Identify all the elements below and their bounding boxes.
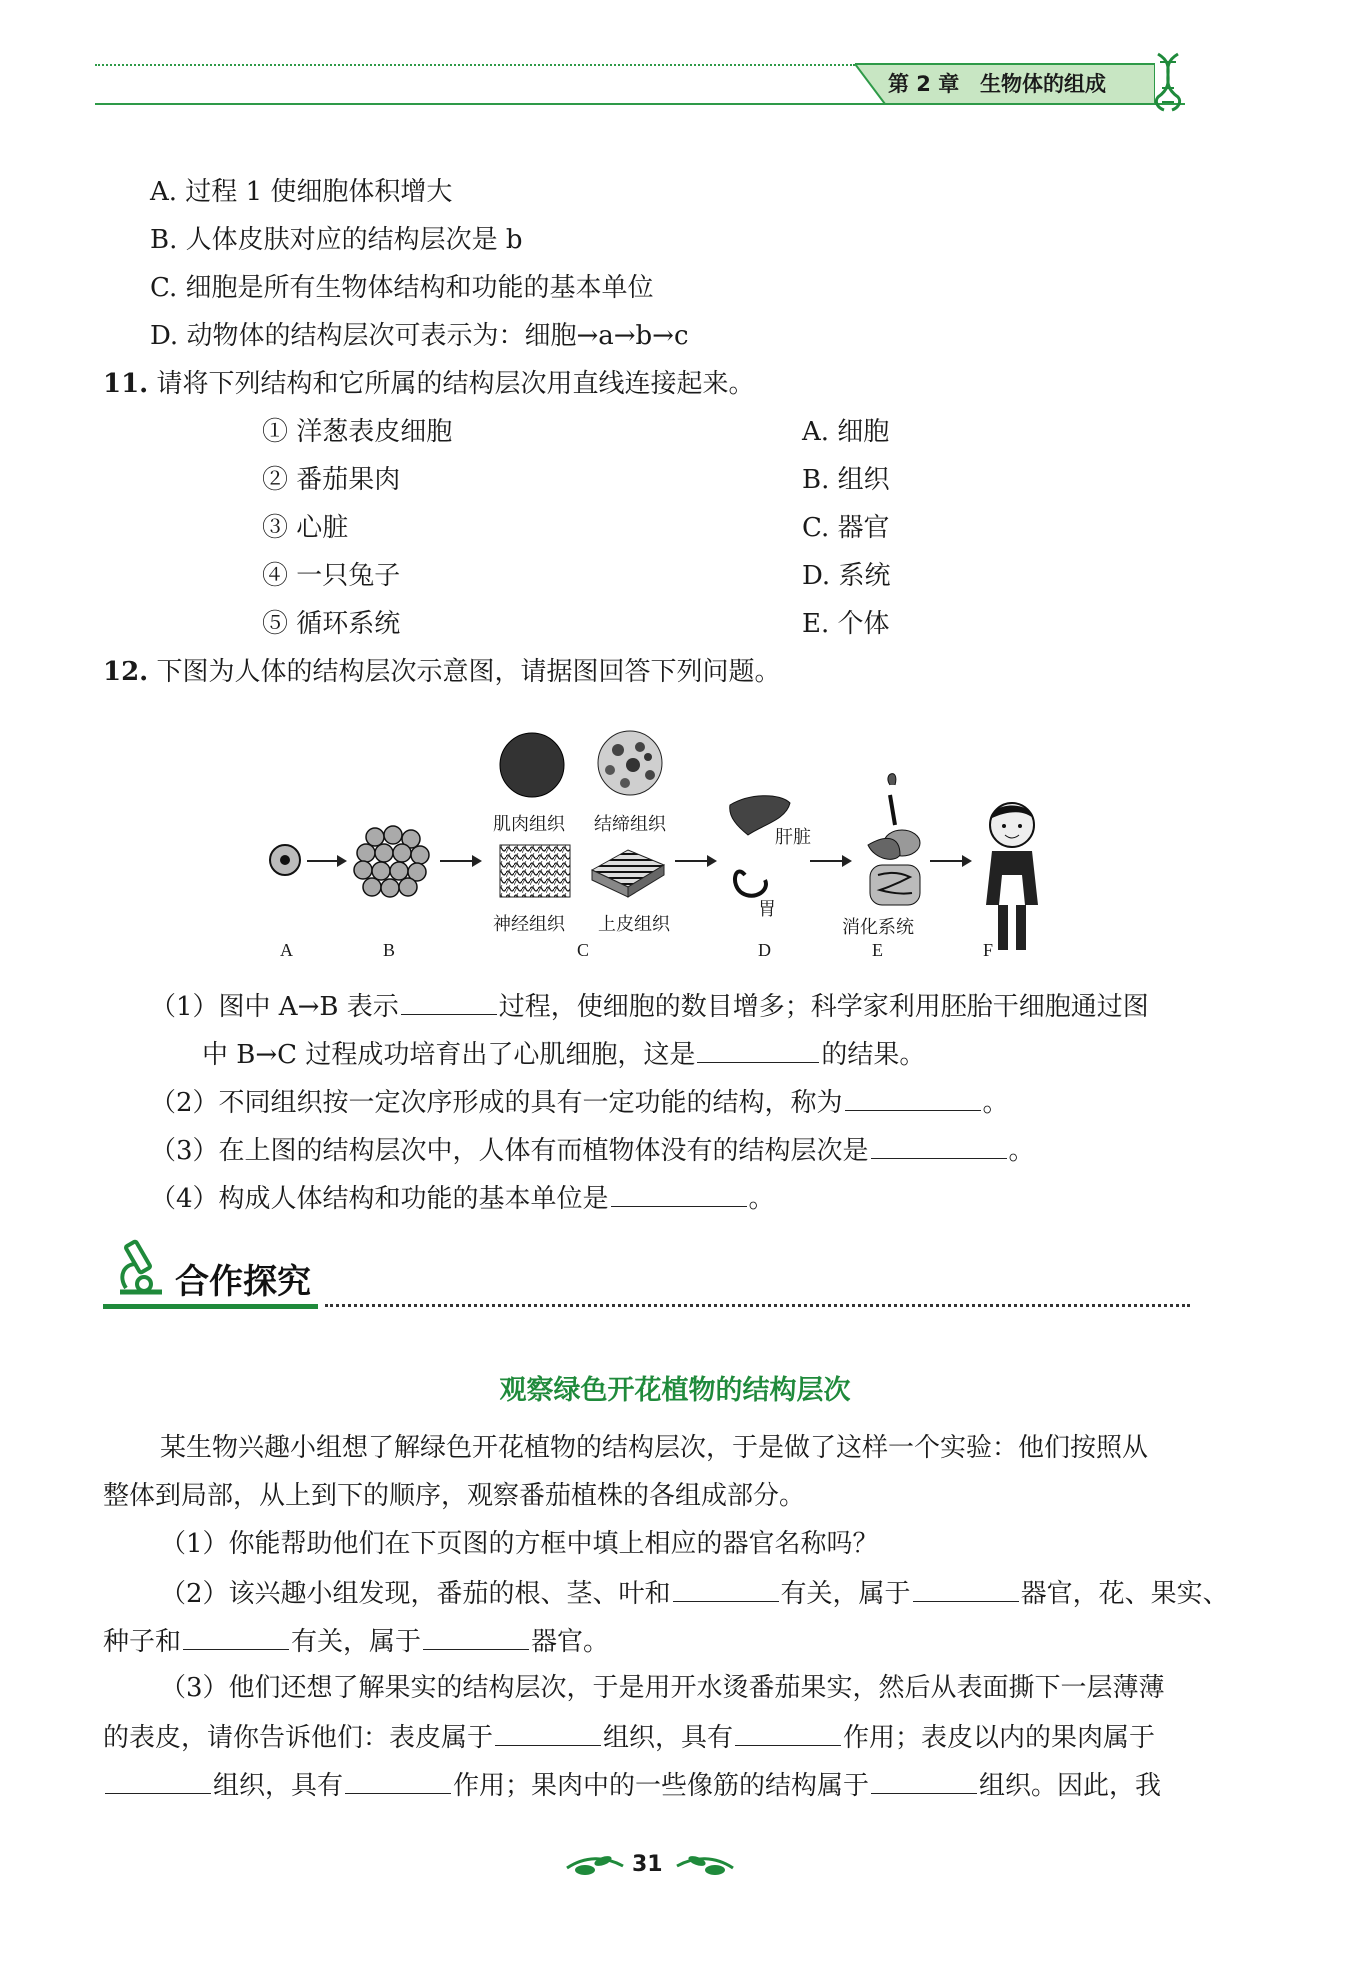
q11-right-e: E. 个体 [802, 609, 890, 639]
p3-text-b: 的表皮，请你告诉他们：表皮属于 [103, 1723, 494, 1753]
p3-text-d: 作用；表皮以内的果肉属于 [843, 1723, 1156, 1753]
q11-left-1: ① 洋葱表皮细胞 [262, 417, 453, 447]
q12-sub2-text: （2）不同组织按一定次序形成的具有一定功能的结构，称为 [150, 1088, 843, 1118]
q12-sub1-text-a: （1）图中 A→B 表示 [150, 992, 399, 1022]
letter-d: D [758, 940, 771, 960]
q11-right-d: D. 系统 [802, 561, 891, 591]
answer-blank[interactable] [845, 1084, 981, 1111]
letter-c: C [577, 940, 590, 960]
header-dotted-line [95, 64, 855, 66]
label-muscle-tissue: 肌肉组织 [493, 814, 565, 835]
p2-text-a: （2）该兴趣小组发现，番茄的根、茎、叶和 [160, 1579, 671, 1609]
p2-text-b: 有关，属于 [780, 1579, 911, 1609]
section-underline [103, 1304, 318, 1309]
stomach-icon [735, 871, 766, 895]
q11-number: 11. [103, 369, 149, 399]
q12-sub1-line2 [202, 1036, 925, 1072]
p2-text-f: 器官。 [531, 1627, 610, 1657]
arrow-b-c [440, 860, 480, 862]
arrow-c-d [675, 860, 715, 862]
header-title: 生物体的组成 [980, 72, 1106, 96]
arrow-e-f [930, 860, 970, 862]
answer-blank[interactable] [423, 1623, 529, 1650]
q12-stem [103, 655, 781, 689]
muscle-tissue-icon [500, 733, 564, 797]
q11-right-a: A. 细胞 [802, 417, 890, 447]
letter-a: A [280, 940, 293, 960]
letter-b: B [383, 940, 396, 960]
p3-text-g: 组织。因此，我 [979, 1771, 1162, 1801]
dna-icon [1150, 52, 1186, 116]
q11-right-c: C. 器官 [802, 513, 890, 543]
p3-text-f: 作用；果肉中的一些像筋的结构属于 [453, 1771, 870, 1801]
q12-sub1-text-c: 中 B→C 过程成功培育出了心肌细胞，这是 [202, 1040, 696, 1070]
q10-option-b: B. 人体皮肤对应的结构层次是 b [150, 225, 523, 255]
q12-sub3 [150, 1132, 1035, 1168]
answer-blank[interactable] [183, 1623, 289, 1650]
q11-left-5: ⑤ 循环系统 [262, 609, 401, 639]
q11-stem-text: 请将下列结构和它所属的结构层次用直线连接起来。 [156, 369, 755, 399]
p2-text-d: 种子和 [103, 1627, 182, 1657]
digestive-system-icon [868, 774, 920, 905]
section-p3-line2 [103, 1719, 1155, 1755]
q12-stem-text: 下图为人体的结构层次示意图，请据图回答下列问题。 [156, 657, 781, 687]
q12-sub2 [150, 1084, 1009, 1120]
label-epithelial-tissue: 上皮组织 [598, 914, 670, 935]
label-nerve-tissue: 神经组织 [493, 914, 565, 935]
cell-cluster-icon [354, 826, 429, 897]
section-p2-line2 [103, 1623, 609, 1659]
section-subtitle: 观察绿色开花植物的结构层次 [499, 1375, 851, 1406]
q11-left-4: ④ 一只兔子 [262, 561, 401, 591]
answer-blank[interactable] [495, 1719, 601, 1746]
letter-e: E [872, 940, 883, 960]
p2-text-e: 有关，属于 [291, 1627, 422, 1657]
leaf-left-icon [565, 1850, 625, 1884]
answer-blank[interactable] [105, 1767, 211, 1794]
nerve-tissue-icon [500, 845, 570, 897]
header-chapter: 第 2 章 [888, 72, 960, 96]
microscope-icon [110, 1238, 172, 1304]
q12-number: 12. [103, 657, 149, 687]
q11-left-2: ② 番茄果肉 [262, 465, 401, 495]
hierarchy-figure [250, 725, 1050, 975]
q12-sub1-text-d: 的结果。 [821, 1040, 926, 1070]
period: 。 [748, 1184, 775, 1214]
answer-blank[interactable] [871, 1767, 977, 1794]
answer-blank[interactable] [735, 1719, 841, 1746]
letter-f: F [983, 940, 994, 960]
section-p2-line1 [160, 1575, 1229, 1611]
answer-blank[interactable] [871, 1132, 1007, 1159]
arrow-a-b [307, 860, 345, 862]
answer-blank[interactable] [611, 1180, 747, 1207]
connective-tissue-icon [598, 731, 662, 795]
answer-blank[interactable] [401, 988, 497, 1015]
answer-blank[interactable] [345, 1767, 451, 1794]
label-connective-tissue: 结缔组织 [594, 814, 666, 835]
answer-blank[interactable] [673, 1575, 779, 1602]
q11-stem [103, 367, 755, 401]
q12-sub1-line1 [150, 988, 1149, 1024]
q12-sub4-text: （4）构成人体结构和功能的基本单位是 [150, 1184, 609, 1214]
q12-sub1-text-b: 过程，使细胞的数目增多；科学家利用胚胎干细胞通过图 [498, 992, 1149, 1022]
period: 。 [982, 1088, 1009, 1118]
label-stomach: 胃 [758, 899, 776, 920]
p2-text-c: 器官，花、果实、 [1020, 1579, 1229, 1609]
q10-option-c: C. 细胞是所有生物体结构和功能的基本单位 [150, 273, 654, 303]
p3-text-e: 组织，具有 [213, 1771, 344, 1801]
label-liver: 肝脏 [775, 827, 811, 848]
period: 。 [1008, 1136, 1035, 1166]
intro-line-2: 整体到局部，从上到下的顺序，观察番茄植株的各组成部分。 [103, 1481, 806, 1511]
cell-icon [270, 845, 300, 875]
q11-left-3: ③ 心脏 [262, 513, 349, 543]
q12-sub3-text: （3）在上图的结构层次中，人体有而植物体没有的结构层次是 [150, 1136, 869, 1166]
arrow-d-e [810, 860, 850, 862]
answer-blank[interactable] [697, 1036, 819, 1063]
q10-option-d: D. 动物体的结构层次可表示为：细胞→a→b→c [150, 321, 689, 351]
q10-option-a: A. 过程 1 使细胞体积增大 [150, 177, 453, 207]
intro-line-1: 某生物兴趣小组想了解绿色开花植物的结构层次，于是做了这样一个实验：他们按照从 [160, 1433, 1149, 1463]
leaf-right-icon [675, 1850, 735, 1884]
answer-blank[interactable] [913, 1575, 1019, 1602]
section-p1: （1）你能帮助他们在下页图的方框中填上相应的器官名称吗？ [160, 1529, 879, 1559]
q11-right-b: B. 组织 [802, 465, 890, 495]
page-number: 31 [632, 1852, 663, 1877]
label-digestive-system: 消化系统 [842, 917, 914, 938]
section-p3-line3 [103, 1767, 1161, 1803]
section-dotted-line [325, 1304, 1190, 1307]
section-title: 合作探究 [175, 1262, 311, 1302]
q12-sub4 [150, 1180, 775, 1216]
person-icon [986, 803, 1038, 950]
section-p3-line1: （3）他们还想了解果实的结构层次，于是用开水烫番茄果实，然后从表面撕下一层薄薄 [160, 1673, 1165, 1703]
p3-text-c: 组织，具有 [603, 1723, 734, 1753]
